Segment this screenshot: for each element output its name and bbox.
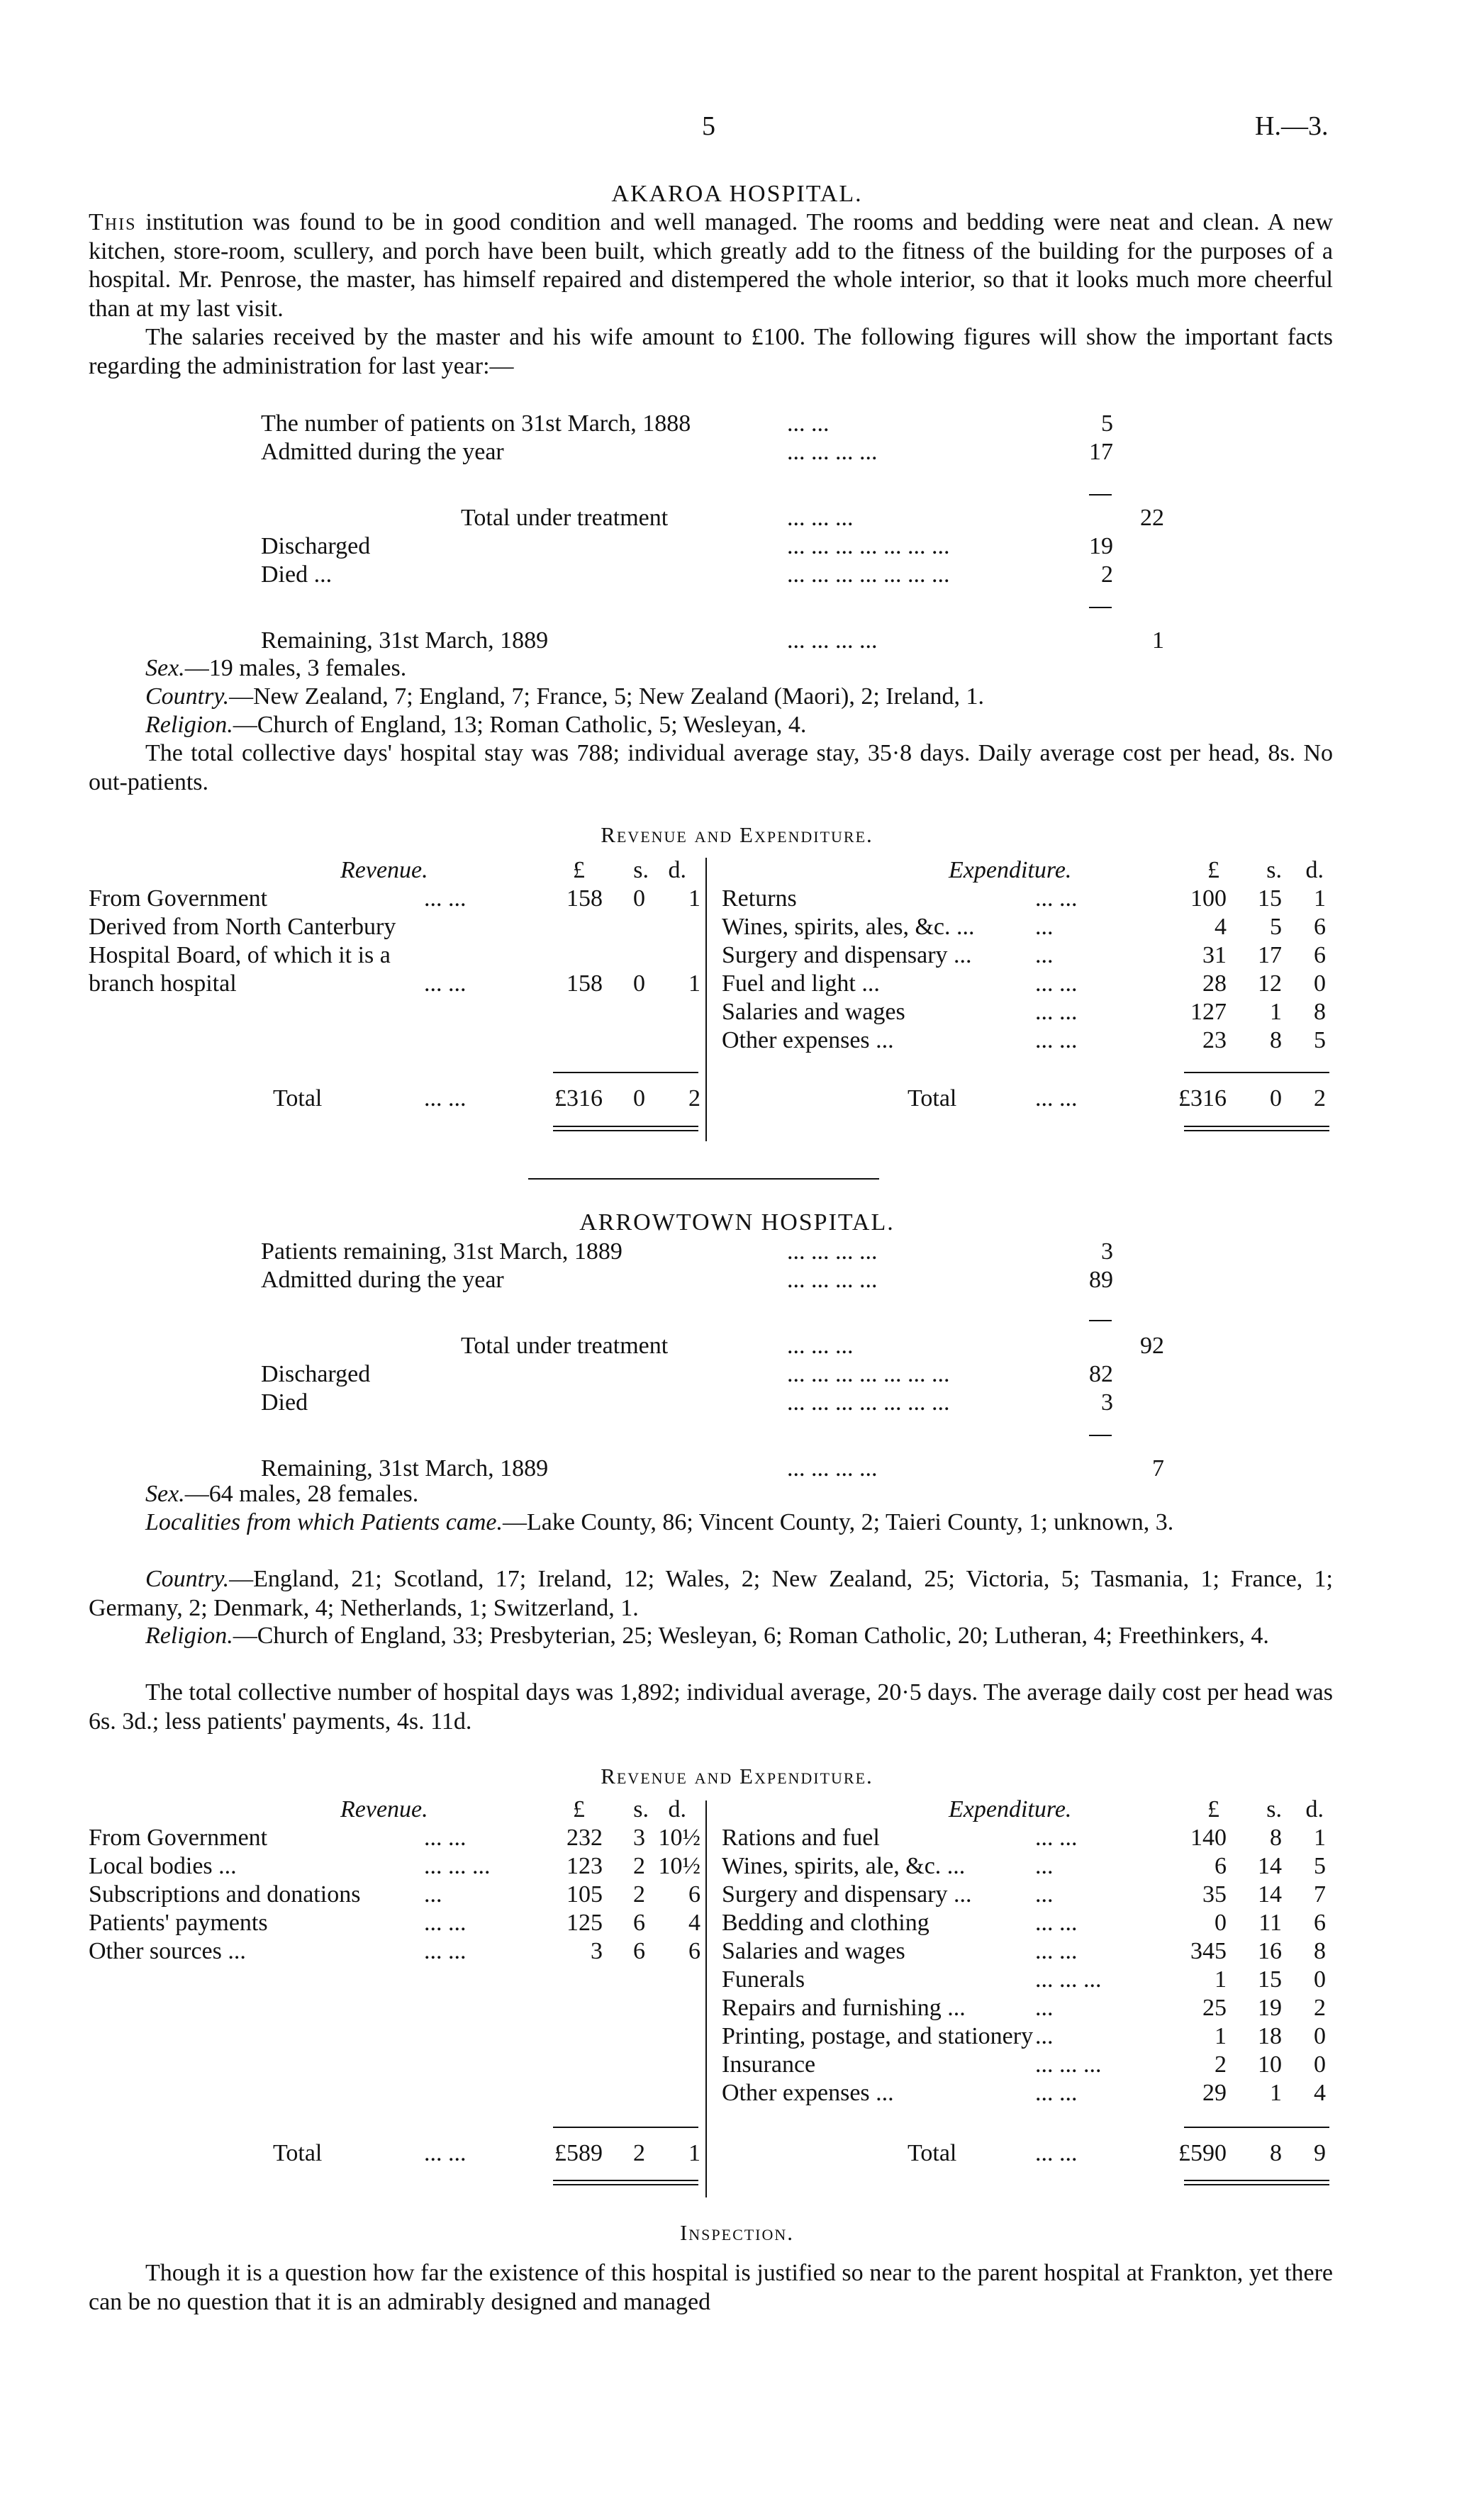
revenue-item: Patients' payments — [89, 1910, 268, 1936]
country-label: Country. — [145, 683, 230, 710]
akaroa-sex-line — [145, 654, 406, 683]
stat-count: 3 — [1101, 1238, 1113, 1265]
expenditure-pence: 0 — [1314, 2023, 1326, 2049]
revenue-leader: ... ... ... — [424, 1853, 491, 1879]
arrowtown-localities-paragraph — [89, 1508, 1333, 1538]
expenditure-pounds: 31 — [1202, 942, 1227, 968]
stat-count: 82 — [1089, 1361, 1113, 1387]
country-text: —England, 21; Scotland, 17; Ireland, 12; Wales, 2; New Zealand, 25; Victoria, 5; Tasmania, 1; France, 1; Germany, 2; Denmark, 4; Netherlands, 1; Switzerland, 1. — [89, 1566, 1333, 1621]
sum-rule — [553, 2127, 698, 2128]
stat-leader: ... ... ... ... ... ... ... — [787, 1361, 950, 1387]
expenditure-pence: 8 — [1314, 1938, 1326, 1964]
revenue-item: Hospital Board, of which it is a — [89, 942, 391, 968]
expenditure-leader: ... ... ... — [1035, 1966, 1102, 1993]
expenditure-pounds: 4 — [1215, 914, 1227, 940]
expenditure-item: Returns — [722, 885, 797, 912]
revenue-total-pounds: £316 — [554, 1085, 603, 1111]
expenditure-item: Surgery and dispensary ... — [722, 942, 972, 968]
revenue-leader: ... ... — [424, 970, 467, 997]
expenditure-pounds: 35 — [1202, 1881, 1227, 1908]
expenditure-pounds: 2 — [1215, 2051, 1227, 2078]
expenditure-pounds: 23 — [1202, 1027, 1227, 1053]
akaroa-paragraph-1 — [89, 208, 1333, 323]
sum-rule — [553, 1072, 698, 1073]
expenditure-total-shillings: 8 — [1270, 2140, 1282, 2166]
expenditure-pence: 7 — [1314, 1881, 1326, 1908]
revenue-item: Derived from North Canterbury — [89, 914, 396, 940]
expenditure-item: Rations and fuel — [722, 1825, 880, 1851]
para-text: institution was found to be in good condition and well managed. The rooms and bedding were neat and clean. A new kitchen, store-room, scullery, and porch have been built, which greatly add to the fitness of the building for the purposes of a hospital. Mr. Penrose, the master, has himself repaired and distempered the whole interior, so that it looks much more cheerful than at my last visit. — [89, 209, 1334, 322]
expenditure-leader: ... — [1035, 942, 1054, 968]
stat-label: Died ... — [261, 561, 333, 588]
expenditure-pence: 5 — [1314, 1853, 1326, 1879]
revenue-shillings: 6 — [633, 1910, 645, 1936]
revenue-shillings: 2 — [633, 1853, 645, 1879]
expenditure-shillings: 15 — [1258, 885, 1282, 912]
double-rule — [553, 2184, 698, 2185]
stat-leader: ... ... ... ... — [787, 1238, 878, 1265]
expenditure-shillings: 19 — [1258, 1995, 1282, 2021]
revenue-pounds: 232 — [566, 1825, 603, 1851]
sum-rule — [1184, 1072, 1329, 1073]
expenditure-pence: 5 — [1314, 1027, 1326, 1053]
expenditure-pence: 6 — [1314, 1910, 1326, 1936]
expenditure-shillings: 8 — [1270, 1825, 1282, 1851]
expenditure-total-leader: ... ... — [1035, 2140, 1078, 2166]
stat-total: 22 — [1140, 505, 1164, 531]
expenditure-leader: ... — [1035, 1995, 1054, 2021]
double-rule — [1184, 2184, 1329, 2185]
expenditure-total-label: Total — [908, 2140, 957, 2166]
stat-leader: ... ... ... ... ... ... ... — [787, 533, 950, 559]
expenditure-item: Other expenses ... — [722, 2080, 894, 2106]
stat-leader: ... ... ... ... ... ... ... — [787, 561, 950, 588]
expenditure-pounds: 100 — [1190, 885, 1227, 912]
column-header: s. — [633, 1796, 649, 1822]
stat-label: Remaining, 31st March, 1889 — [261, 1455, 549, 1482]
column-header: d. — [1305, 857, 1324, 883]
religion-label: Religion. — [145, 712, 233, 738]
expenditure-pounds: 25 — [1202, 1995, 1227, 2021]
stat-count: 2 — [1101, 561, 1113, 588]
revenue-pence: 6 — [688, 1881, 700, 1908]
document-reference: H.—3. — [1255, 111, 1329, 141]
stat-leader: ... ... — [787, 410, 830, 437]
stat-leader: ... ... ... ... — [787, 627, 878, 654]
expenditure-leader: ... ... — [1035, 1938, 1078, 1964]
expenditure-pence: 8 — [1314, 999, 1326, 1025]
sex-label: Sex. — [145, 1481, 185, 1507]
revenue-shillings: 3 — [633, 1825, 645, 1851]
religion-text: —Church of England, 33; Presbyterian, 25; Wesleyan, 6; Roman Catholic, 20; Lutheran, 4; Freethinkers, 4. — [233, 1623, 1269, 1649]
expenditure-item: Wines, spirits, ales, &c. ... — [722, 914, 975, 940]
revenue-shillings: 0 — [633, 970, 645, 997]
page-number: 5 — [702, 111, 715, 141]
revenue-leader: ... ... — [424, 1825, 467, 1851]
akaroa-revenue-title: Revenue and Expenditure. — [601, 822, 873, 847]
stat-count: 19 — [1089, 533, 1113, 559]
revenue-pounds: 158 — [566, 970, 603, 997]
revenue-pounds: 105 — [566, 1881, 603, 1908]
stat-leader: ... ... ... ... — [787, 1267, 878, 1293]
revenue-shillings: 0 — [633, 885, 645, 912]
double-rule — [1184, 1126, 1329, 1127]
revenue-item: branch hospital — [89, 970, 237, 997]
revenue-leader: ... — [424, 1881, 442, 1908]
localities-label: Localities from which Patients came. — [145, 1509, 503, 1535]
inspection-title: Inspection. — [679, 2220, 795, 2245]
column-header: d. — [668, 1796, 686, 1822]
expenditure-shillings: 1 — [1270, 2080, 1282, 2106]
stat-leader: ... ... ... — [787, 505, 854, 531]
arrowtown-title: ARROWTOWN HOSPITAL. — [579, 1209, 895, 1236]
revenue-shillings: 6 — [633, 1938, 645, 1964]
arrowtown-religion-paragraph — [89, 1622, 1333, 1651]
revenue-pence: 1 — [688, 970, 700, 997]
expenditure-leader: ... ... ... — [1035, 2051, 1102, 2078]
revenue-leader: ... ... — [424, 885, 467, 912]
country-label: Country. — [145, 1566, 230, 1592]
revenue-pence: 6 — [688, 1938, 700, 1964]
arrowtown-revenue-title: Revenue and Expenditure. — [601, 1764, 873, 1788]
revenue-item: From Government — [89, 1825, 268, 1851]
column-divider — [705, 858, 707, 1141]
column-header: £ — [573, 1796, 585, 1822]
expenditure-shillings: 14 — [1258, 1853, 1282, 1879]
expenditure-total-pence: 2 — [1314, 1085, 1326, 1111]
expenditure-pounds: 1 — [1215, 2023, 1227, 2049]
expenditure-shillings: 14 — [1258, 1881, 1282, 1908]
expenditure-total-pounds: £316 — [1178, 1085, 1227, 1111]
revenue-pence: 10½ — [658, 1825, 700, 1851]
column-header: s. — [1266, 857, 1282, 883]
sum-rule — [1184, 2127, 1329, 2128]
stat-label: The number of patients on 31st March, 1888 — [261, 410, 691, 437]
expenditure-pounds: 345 — [1190, 1938, 1227, 1964]
expenditure-leader: ... ... — [1035, 970, 1078, 997]
stat-label: Discharged — [261, 533, 371, 559]
stat-label: Admitted during the year — [261, 1267, 504, 1293]
expenditure-item: Fuel and light ... — [722, 970, 880, 997]
revenue-pounds: 123 — [566, 1853, 603, 1879]
revenue-total-label: Total — [273, 2140, 323, 2166]
column-header: s. — [633, 857, 649, 883]
religion-text: —Church of England, 13; Roman Catholic, 5; Wesleyan, 4. — [233, 712, 807, 738]
expenditure-pounds: 0 — [1215, 1910, 1227, 1936]
expenditure-leader: ... ... — [1035, 2080, 1078, 2106]
expenditure-total-pounds: £590 — [1178, 2140, 1227, 2166]
revenue-pounds: 3 — [591, 1938, 603, 1964]
expenditure-pence: 4 — [1314, 2080, 1326, 2106]
expenditure-item: Other expenses ... — [722, 1027, 894, 1053]
expenditure-pence: 2 — [1314, 1995, 1326, 2021]
expenditure-leader: ... ... — [1035, 1027, 1078, 1053]
stat-total: 7 — [1152, 1455, 1164, 1482]
expenditure-shillings: 17 — [1258, 942, 1282, 968]
expenditure-item: Insurance — [722, 2051, 816, 2078]
revenue-pounds: 125 — [566, 1910, 603, 1936]
section-separator — [528, 1178, 879, 1180]
revenue-pence: 10½ — [658, 1853, 700, 1879]
expenditure-total-pence: 9 — [1314, 2140, 1326, 2166]
expenditure-pounds: 28 — [1202, 970, 1227, 997]
revenue-total-pounds: £589 — [554, 2140, 603, 2166]
para-lead-word: This — [89, 209, 137, 235]
revenue-heading: Revenue. — [340, 857, 428, 883]
stat-label: Total under treatment — [461, 1333, 669, 1359]
expenditure-pence: 6 — [1314, 914, 1326, 940]
stat-total: 1 — [1152, 627, 1164, 654]
revenue-total-pence: 1 — [688, 2140, 700, 2166]
expenditure-pounds: 6 — [1215, 1853, 1227, 1879]
stat-label: Remaining, 31st March, 1889 — [261, 627, 549, 654]
expenditure-pounds: 140 — [1190, 1825, 1227, 1851]
akaroa-religion-line — [145, 711, 806, 739]
expenditure-leader: ... ... — [1035, 885, 1078, 912]
sum-rule — [1089, 1320, 1112, 1321]
expenditure-heading: Expenditure. — [949, 857, 1072, 883]
expenditure-leader: ... ... — [1035, 1910, 1078, 1936]
column-header: £ — [573, 857, 585, 883]
revenue-leader: ... ... — [424, 1910, 467, 1936]
double-rule — [553, 1130, 698, 1131]
expenditure-shillings: 12 — [1258, 970, 1282, 997]
sex-text: —19 males, 3 females. — [184, 655, 407, 681]
expenditure-item: Funerals — [722, 1966, 805, 1993]
sex-label: Sex. — [145, 655, 185, 681]
stat-label: Died — [261, 1389, 308, 1416]
akaroa-paragraph-2: The salaries received by the master and his wife amount to £100. The following figures will show the important facts regarding the administration for last year:— — [89, 324, 1333, 379]
expenditure-item: Salaries and wages — [722, 999, 905, 1025]
expenditure-shillings: 10 — [1258, 2051, 1282, 2078]
column-divider — [705, 1801, 707, 2197]
revenue-item: Other sources ... — [89, 1938, 246, 1964]
revenue-pounds: 158 — [566, 885, 603, 912]
sum-rule — [1089, 1435, 1112, 1436]
expenditure-shillings: 1 — [1270, 999, 1282, 1025]
column-header: £ — [1207, 1796, 1219, 1822]
expenditure-item: Salaries and wages — [722, 1938, 905, 1964]
akaroa-stay-paragraph: The total collective days' hospital stay was 788; individual average stay, 35·8 days. Daily average cost per head, 8s. No out-patients. — [89, 740, 1333, 795]
expenditure-pence: 1 — [1314, 1825, 1326, 1851]
stat-count: 89 — [1089, 1267, 1113, 1293]
double-rule — [1184, 1130, 1329, 1131]
sum-rule — [1089, 494, 1112, 495]
expenditure-shillings: 18 — [1258, 2023, 1282, 2049]
arrowtown-sex-line — [145, 1480, 418, 1508]
revenue-item: Subscriptions and donations — [89, 1881, 361, 1908]
column-header: d. — [1305, 1796, 1324, 1822]
expenditure-leader: ... — [1035, 914, 1054, 940]
religion-label: Religion. — [145, 1623, 233, 1649]
column-header: d. — [668, 857, 686, 883]
expenditure-shillings: 16 — [1258, 1938, 1282, 1964]
akaroa-title: AKAROA HOSPITAL. — [611, 181, 863, 207]
stat-count: 3 — [1101, 1389, 1113, 1416]
expenditure-item: Wines, spirits, ale, &c. ... — [722, 1853, 966, 1879]
expenditure-pence: 0 — [1314, 2051, 1326, 2078]
revenue-total-leader: ... ... — [424, 2140, 467, 2166]
revenue-heading: Revenue. — [340, 1796, 428, 1822]
revenue-total-pence: 2 — [688, 1085, 700, 1111]
expenditure-leader: ... — [1035, 1853, 1054, 1879]
expenditure-item: Repairs and furnishing ... — [722, 1995, 966, 2021]
expenditure-leader: ... ... — [1035, 1825, 1078, 1851]
stat-label: Patients remaining, 31st March, 1889 — [261, 1238, 622, 1265]
double-rule — [1184, 2180, 1329, 2181]
expenditure-item: Bedding and clothing — [722, 1910, 929, 1936]
localities-text: —Lake County, 86; Vincent County, 2; Taieri County, 1; unknown, 3. — [502, 1509, 1174, 1535]
stat-leader: ... ... ... — [787, 1333, 854, 1359]
expenditure-item: Surgery and dispensary ... — [722, 1881, 972, 1908]
expenditure-pence: 0 — [1314, 1966, 1326, 1993]
stat-leader: ... ... ... ... — [787, 439, 878, 465]
expenditure-shillings: 15 — [1258, 1966, 1282, 1993]
expenditure-pounds: 29 — [1202, 2080, 1227, 2106]
expenditure-pence: 1 — [1314, 885, 1326, 912]
revenue-pence: 1 — [688, 885, 700, 912]
stat-total: 92 — [1140, 1333, 1164, 1359]
stat-label: Discharged — [261, 1361, 371, 1387]
revenue-pence: 4 — [688, 1910, 700, 1936]
revenue-leader: ... ... — [424, 1938, 467, 1964]
sex-text: —64 males, 28 females. — [184, 1481, 419, 1507]
revenue-total-shillings: 2 — [633, 2140, 645, 2166]
revenue-total-shillings: 0 — [633, 1085, 645, 1111]
expenditure-shillings: 11 — [1258, 1910, 1282, 1936]
expenditure-total-shillings: 0 — [1270, 1085, 1282, 1111]
expenditure-total-label: Total — [908, 1085, 957, 1111]
revenue-total-leader: ... ... — [424, 1085, 467, 1111]
expenditure-item: Printing, postage, and stationery — [722, 2023, 1034, 2049]
expenditure-pounds: 127 — [1190, 999, 1227, 1025]
expenditure-shillings: 8 — [1270, 1027, 1282, 1053]
expenditure-pence: 0 — [1314, 970, 1326, 997]
stat-count: 5 — [1101, 410, 1113, 437]
expenditure-total-leader: ... ... — [1035, 1085, 1078, 1111]
double-rule — [553, 1126, 698, 1127]
expenditure-heading: Expenditure. — [949, 1796, 1072, 1822]
expenditure-shillings: 5 — [1270, 914, 1282, 940]
column-header: £ — [1207, 857, 1219, 883]
double-rule — [553, 2180, 698, 2181]
stat-count: 17 — [1089, 439, 1113, 465]
country-text: —New Zealand, 7; England, 7; France, 5; New Zealand (Maori), 2; Ireland, 1. — [229, 683, 985, 710]
akaroa-country-line — [145, 683, 984, 711]
revenue-item: From Government — [89, 885, 268, 912]
expenditure-pence: 6 — [1314, 942, 1326, 968]
inspection-paragraph: Though it is a question how far the existence of this hospital is justified so near to the parent hospital at Frankton, yet there can be no question that it is an admirably designed and managed — [89, 2260, 1333, 2315]
arrowtown-days-paragraph: The total collective number of hospital days was 1,892; individual average, 20·5 days. The average daily cost per head was 6s. 3d.; less patients' payments, 4s. 11d. — [89, 1679, 1333, 1735]
expenditure-leader: ... — [1035, 1881, 1054, 1908]
revenue-shillings: 2 — [633, 1881, 645, 1908]
column-header: s. — [1266, 1796, 1282, 1822]
stat-leader: ... ... ... ... ... ... ... — [787, 1389, 950, 1416]
revenue-total-label: Total — [273, 1085, 323, 1111]
revenue-item: Local bodies ... — [89, 1853, 237, 1879]
expenditure-leader: ... ... — [1035, 999, 1078, 1025]
expenditure-pounds: 1 — [1215, 1966, 1227, 1993]
expenditure-leader: ... — [1035, 2023, 1054, 2049]
arrowtown-country-paragraph — [89, 1565, 1333, 1623]
stat-label: Admitted during the year — [261, 439, 504, 465]
stat-label: Total under treatment — [461, 505, 669, 531]
sum-rule — [1089, 607, 1112, 608]
stat-leader: ... ... ... ... — [787, 1455, 878, 1482]
